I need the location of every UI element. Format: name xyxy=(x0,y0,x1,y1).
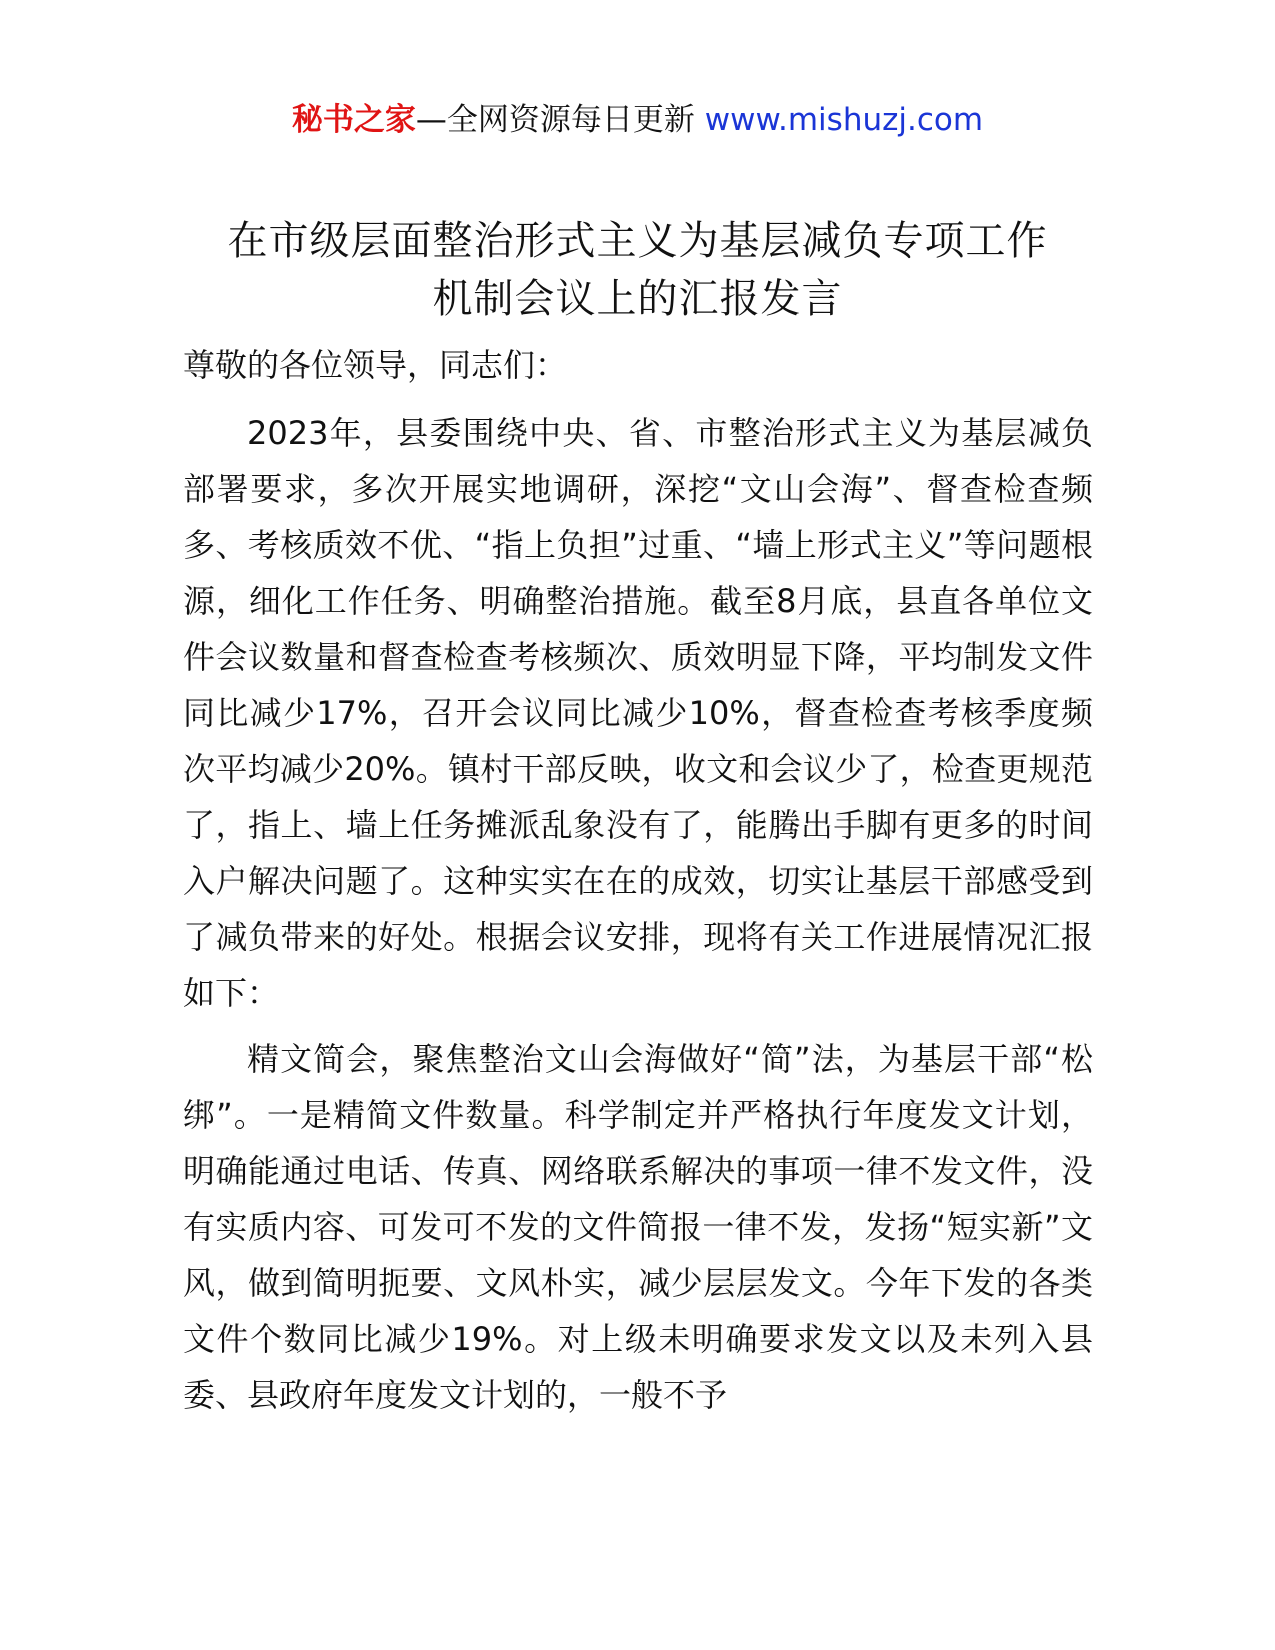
header-url-link[interactable]: www.mishuzj.com xyxy=(704,102,984,138)
paragraph-1: 2023年，县委围绕中央、省、市整治形式主义为基层减负部署要求，多次开展实地调研，深挖“文山会海”、督查检查频多、考核质效不优、“指上负担”过重、“墙上形式主义”等问题根源，细化工作任务、明确整治措施。截至8月底，县直各单位文件会议数量和督查检查考核频次、质效明显下降，平均制发文件同比减少17%，召开会议同比减少10%，督查检查考核季度频次平均减少20%。镇村干部反映，收文和会议少了，检查更规范了，指上、墙上任务摊派乱象没有了，能腾出手脚有更多的时间入户解决问题了。这种实实在在的成效，切实让基层干部感受到了减负带来的好处。根据会议安排，现将有关工作进展情况汇报如下： xyxy=(183,414,1093,1012)
paragraph-2: 精文简会，聚焦整治文山会海做好“简”法，为基层干部“松绑”。一是精简文件数量。科学制定并严格执行年度发文计划，明确能通过电话、传真、网络联系解决的事项一律不发文件，没有实质内容、可发可不发的文件简报一律不发，发扬“短实新”文风，做到简明扼要、文风朴实，减少层层发文。今年下发的各类文件个数同比减少19%。对上级未明确要求发文以及未列入县委、县政府年度发文计划的，一般不予 xyxy=(183,1040,1093,1414)
document-body xyxy=(183,337,1093,1433)
header-brand: 秘书之家 xyxy=(291,102,416,138)
title-line-2: 机制会议上的汇报发言 xyxy=(432,276,843,322)
title-line-1: 在市级层面整治形式主义为基层减负专项工作 xyxy=(227,218,1048,264)
header-slogan: —全网资源每日更新 xyxy=(415,102,695,138)
document-title xyxy=(150,212,1125,328)
salutation: 尊敬的各位领导，同志们： xyxy=(183,346,568,384)
page-header xyxy=(0,98,1275,142)
